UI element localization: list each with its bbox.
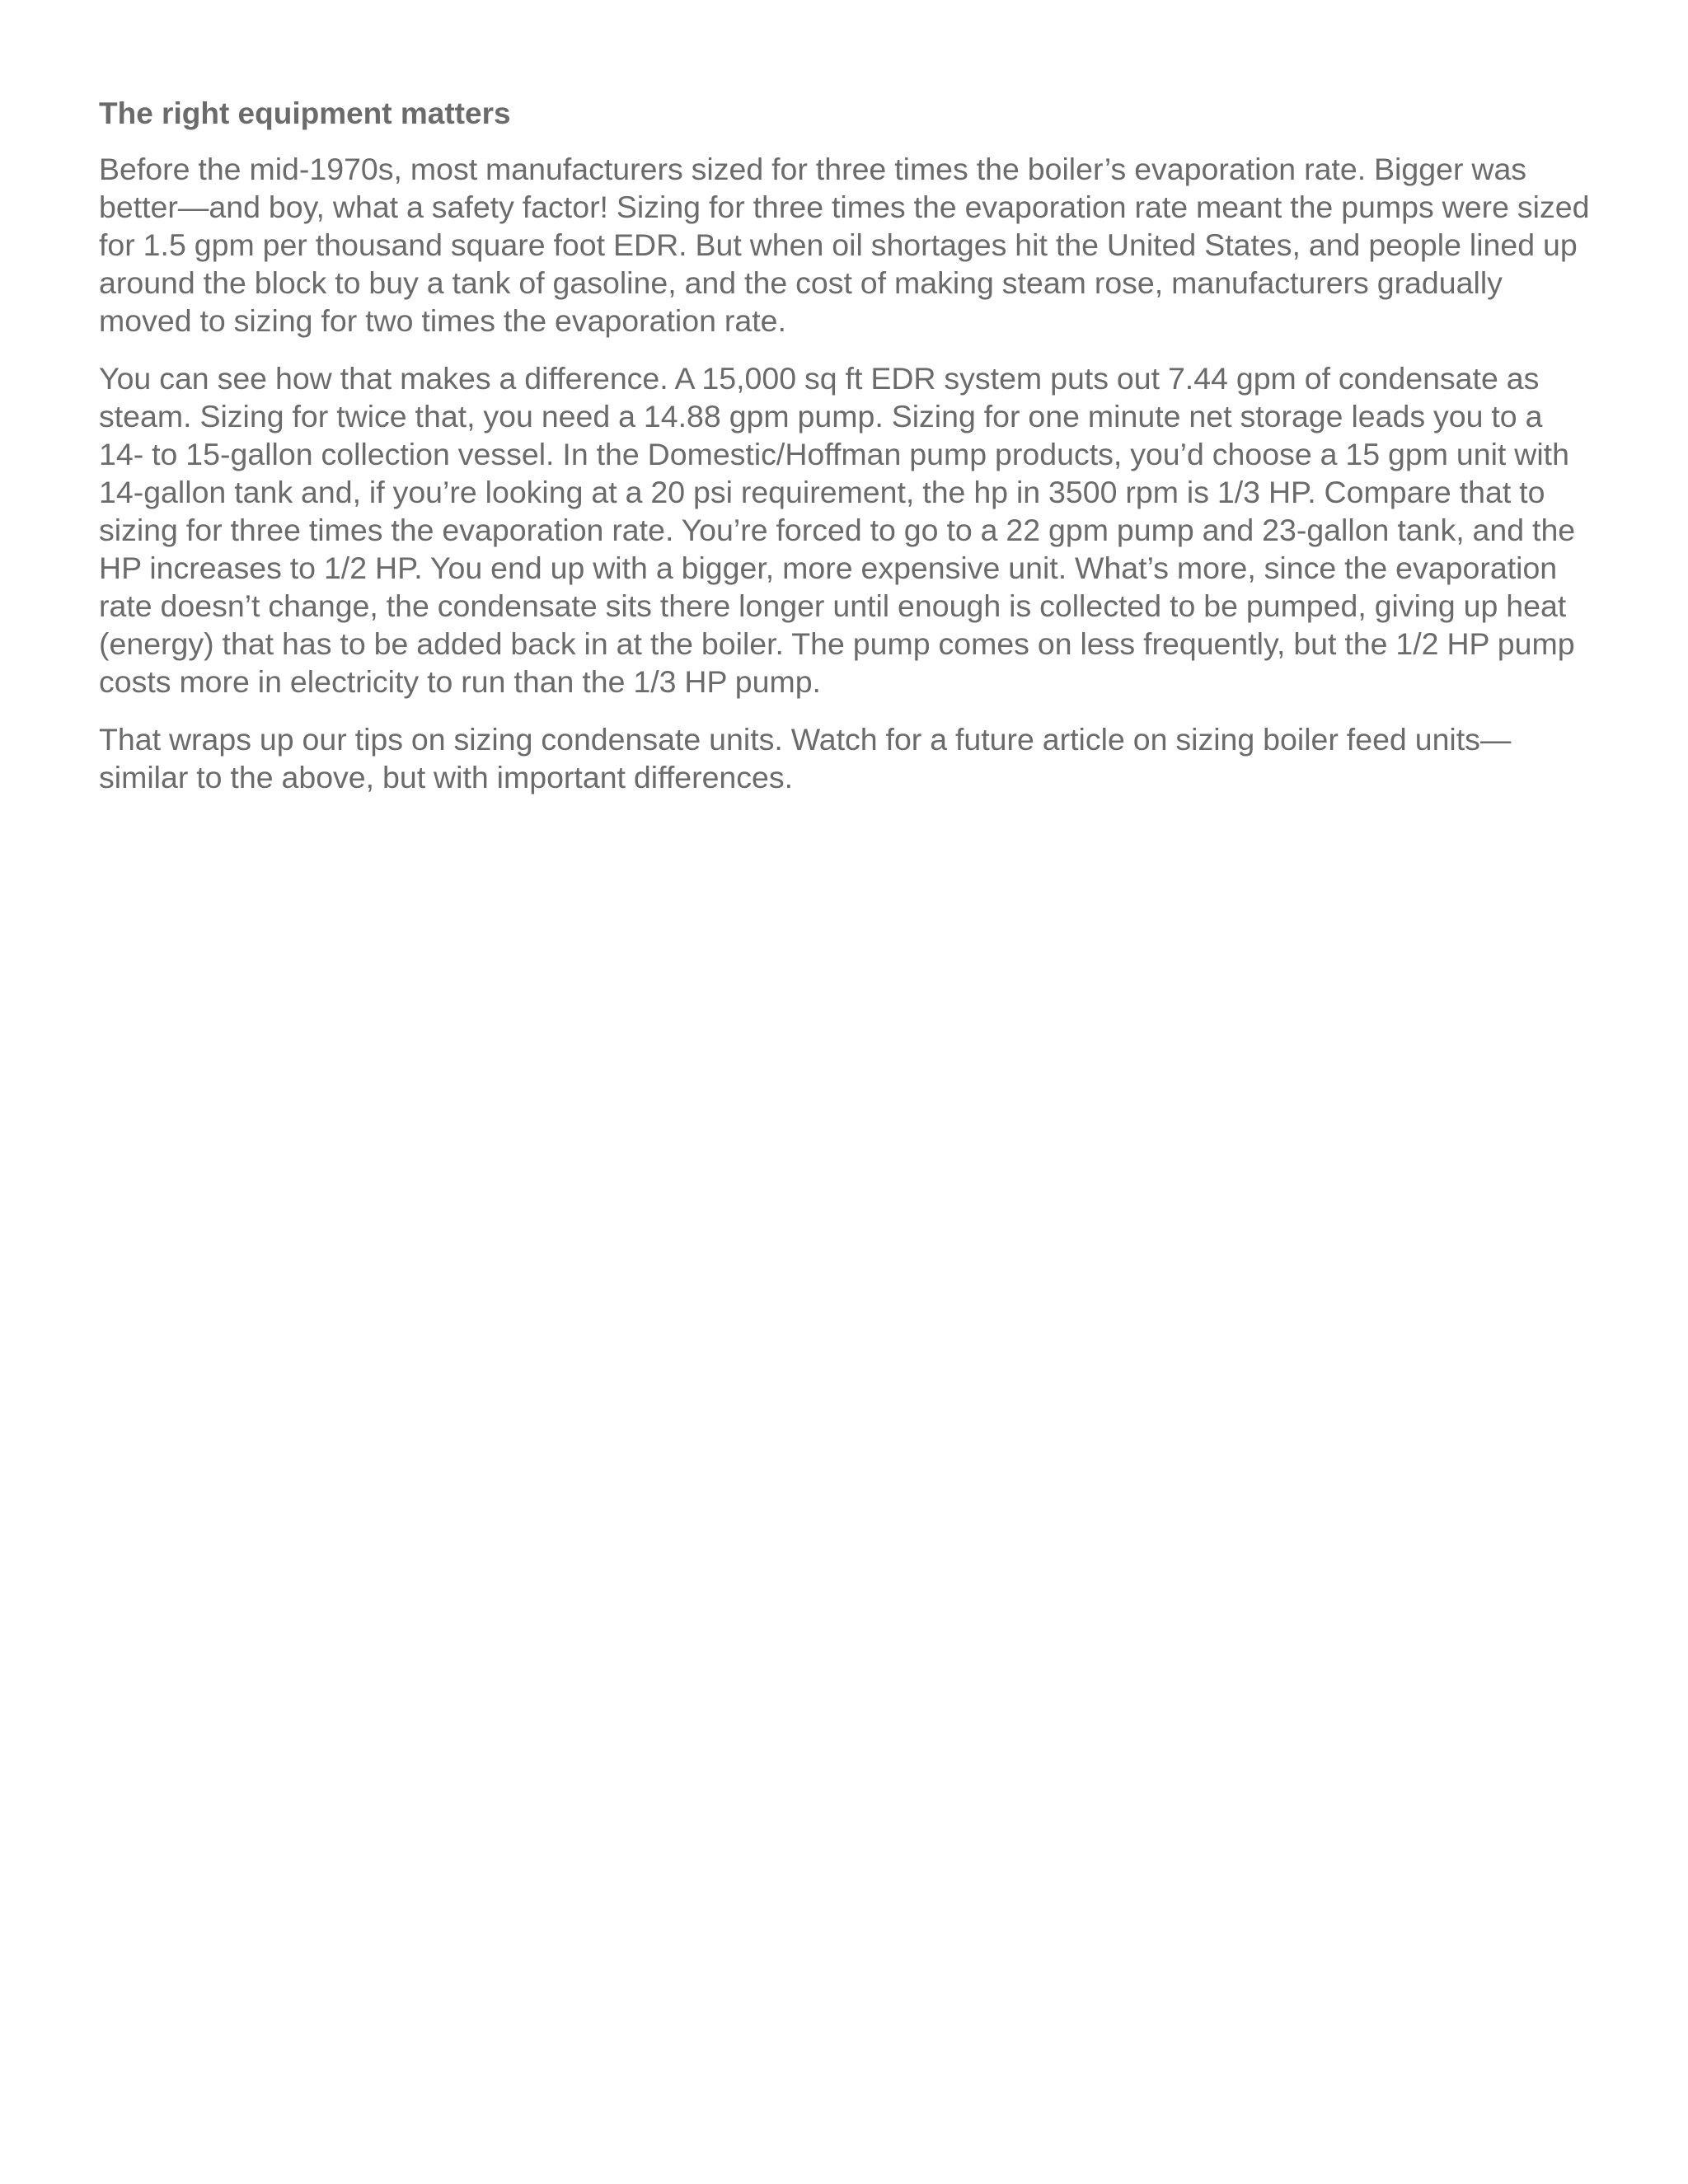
article [99, 94, 1591, 816]
paragraph-example: You can see how that makes a difference. A 15,000 sq ft EDR system puts out 7.44 gpm of condensate as steam. Sizing for twice that, you need a 14.88 gpm pump. Sizing for one minute net storage leads you to a 14- to 15-gallon collection vessel. In the Domestic/Hoffman pump products, you’d choose a 15 gpm unit with 14-gallon tank and, if you’re looking at a 20 psi requirement, the hp in 3500 rpm is 1/3 HP. Compare that to sizing for three times the evaporation rate. You’re forced to go to a 22 gpm pump and 23-gallon tank, and the HP increases to 1/2 HP. You end up with a bigger, more expensive unit. What’s more, since the evaporation rate doesn’t change, the condensate sits there longer until enough is collected to be pumped, giving up heat (energy) that has to be added back in at the boiler. The pump comes on less frequently, but the 1/2 HP pump costs more in electricity to run than the 1/3 HP pump. [99, 361, 1576, 699]
paragraph-history: Before the mid-1970s, most manufacturers sized for three times the boiler’s evaporation rate. Bigger was better—and boy, what a safety factor! Sizing for three times the evaporation rate meant the pumps were sized for 1.5 gpm per thousand square foot EDR. But when oil shortages hit the United States, and people lined up around the block to buy a tank of gasoline, and the cost of making steam rose, manufacturers gradually moved to sizing for two times the evaporation rate. [99, 152, 1590, 338]
section-heading: The right equipment matters [99, 96, 511, 130]
paragraph-closing: That wraps up our tips on sizing condensate units. Watch for a future article on sizing boiler feed units—similar to the above, but with important differences. [99, 722, 1512, 794]
